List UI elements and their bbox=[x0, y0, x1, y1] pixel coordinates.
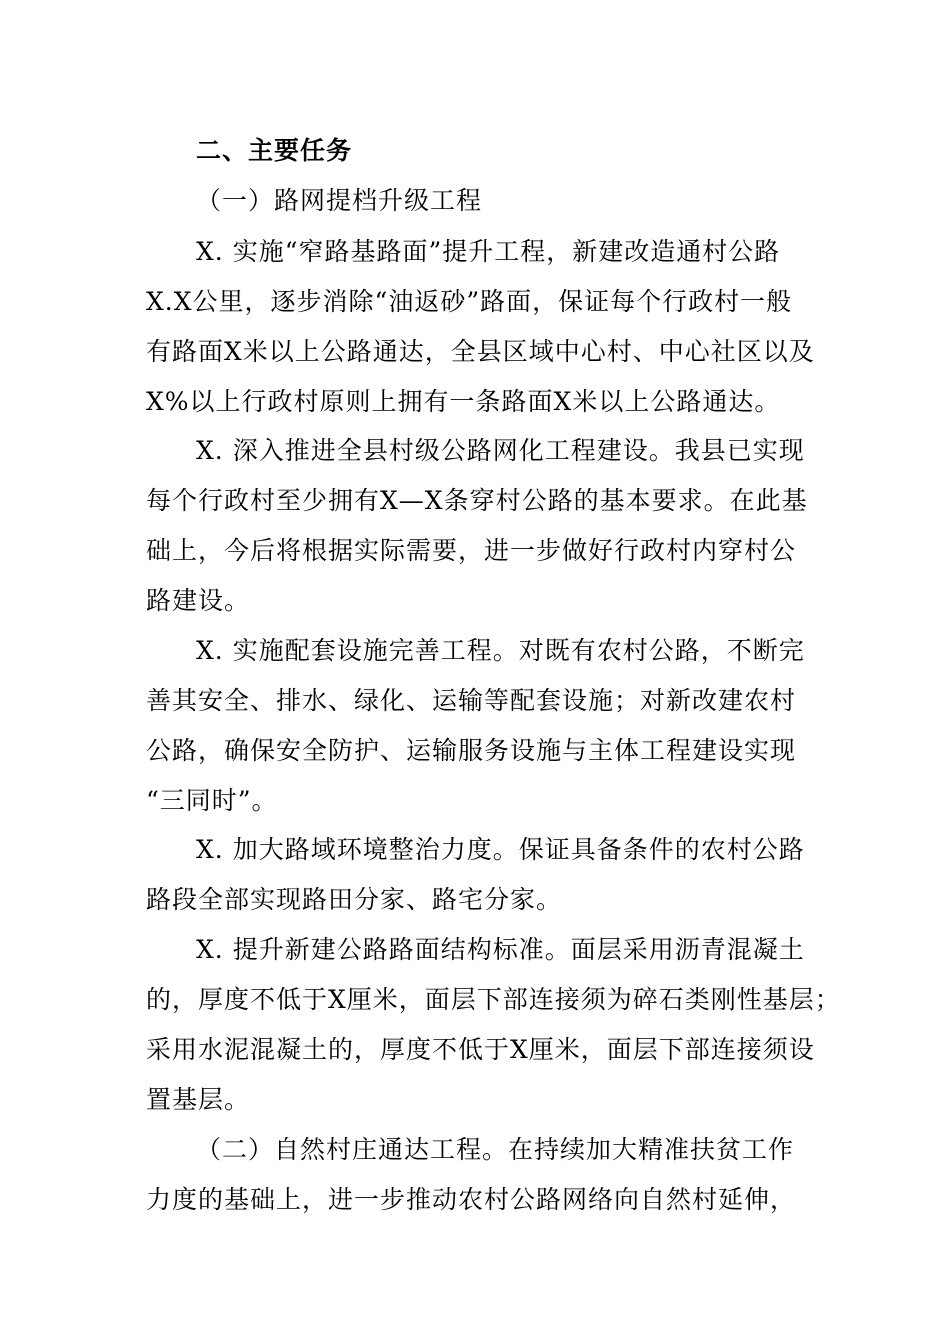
text-line: 置基层。 bbox=[146, 1085, 251, 1114]
text-line: X. 实施配套设施完善工程。对既有农村公路，不断完 bbox=[196, 636, 805, 665]
text-line: X. 实施“窄路基路面”提升工程，新建改造通村公路 bbox=[196, 237, 781, 266]
section-heading: 二、主要任务 bbox=[196, 136, 353, 165]
text-line: 公路，确保安全防护、运输服务设施与主体工程建设实现 bbox=[146, 736, 797, 765]
text-line: X. 深入推进全县村级公路网化工程建设。我县已实现 bbox=[196, 436, 805, 465]
text-line: 采用水泥混凝土的，厚度不低于X厘米，面层下部连接须设 bbox=[146, 1035, 815, 1064]
text-line: “三同时”。 bbox=[146, 786, 278, 815]
text-line: X. 加大路域环境整治力度。保证具备条件的农村公路 bbox=[196, 835, 805, 864]
text-line: 路建设。 bbox=[146, 586, 251, 615]
text-line: 善其安全、排水、绿化、运输等配套设施；对新改建农村 bbox=[146, 686, 797, 715]
text-line: 的，厚度不低于X厘米，面层下部连接须为碎石类刚性基层； bbox=[146, 985, 841, 1014]
text-line: （二）自然村庄通达工程。在持续加大精准扶贫工作 bbox=[196, 1135, 795, 1164]
text-line: X.X公里，逐步消除“油返砂”路面，保证每个行政村一般 bbox=[146, 287, 793, 316]
text-line: 础上，今后将根据实际需要，进一步做好行政村内穿村公 bbox=[146, 536, 797, 565]
text-line: 有路面X米以上公路通达，全县区域中心村、中心社区以及 bbox=[146, 337, 815, 366]
text-line: 力度的基础上，进一步推动农村公路网络向自然村延伸， bbox=[146, 1185, 797, 1214]
text-line: 路段全部实现路田分家、路宅分家。 bbox=[146, 885, 563, 914]
text-line: X%以上行政村原则上拥有一条路面X米以上公路通达。 bbox=[146, 387, 781, 416]
text-line: X. 提升新建公路路面结构标准。面层采用沥青混凝土 bbox=[196, 935, 805, 964]
text-line: 每个行政村至少拥有X—X条穿村公路的基本要求。在此基 bbox=[146, 486, 808, 515]
subsection-heading: （一）路网提档升级工程 bbox=[196, 186, 483, 215]
